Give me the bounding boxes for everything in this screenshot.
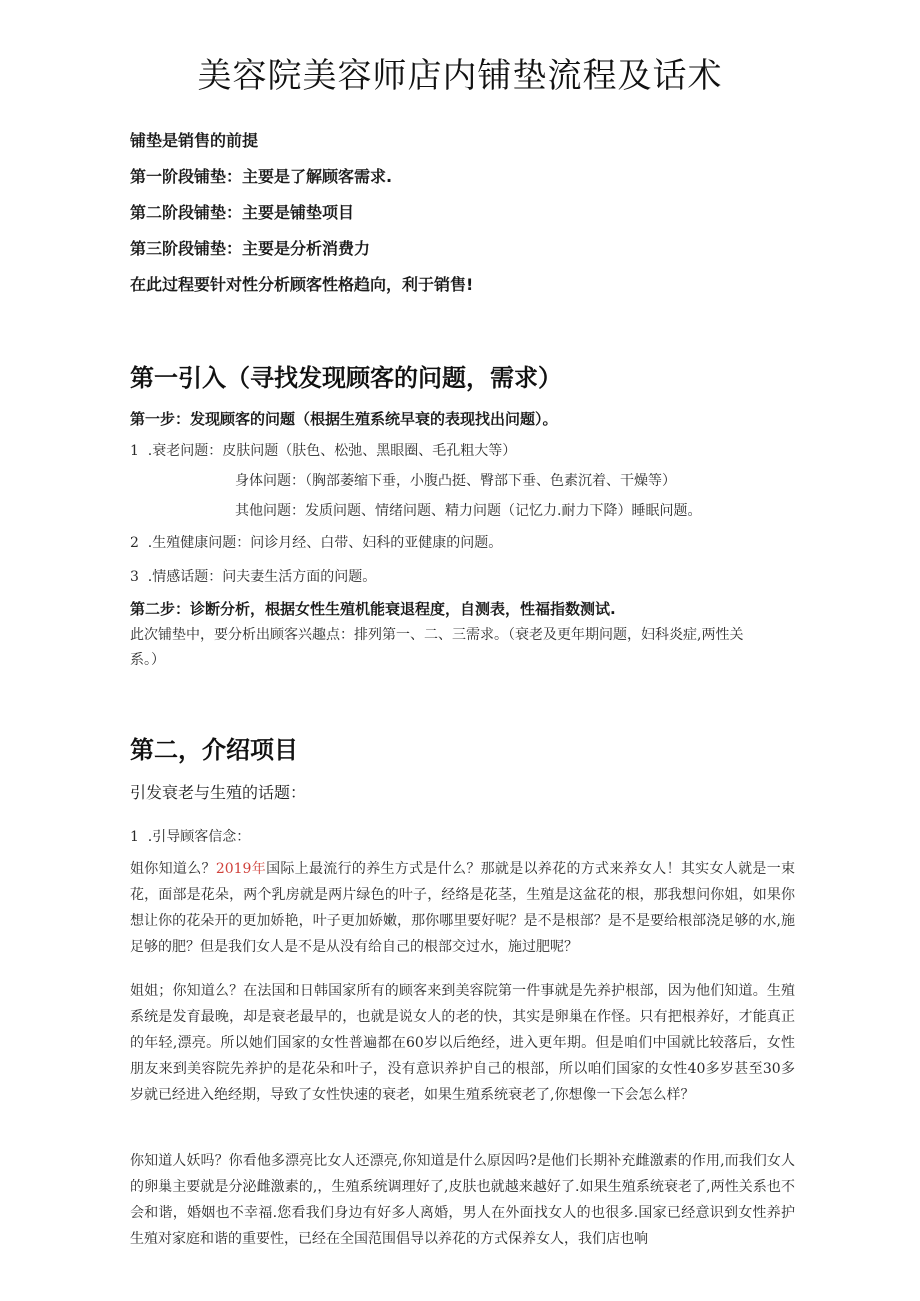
section1-step1: 第一步：发现顾客的问题（根据生殖系统早衰的表现找出问题）。 xyxy=(130,410,558,428)
highlight-year: 2019年 xyxy=(215,861,267,877)
section1-item1-sub1: 身体问题：（胸部萎缩下垂，小腹凸挺、臀部下垂、色素沉着、干燥等） xyxy=(235,473,676,489)
intro-line-3: 第二阶段铺垫：主要是铺垫项目 xyxy=(130,203,355,222)
intro-line-1: 铺垫是销售的前提 xyxy=(130,131,259,150)
section1-note-line2: 系。） xyxy=(130,652,165,668)
paragraph-2-text: 姐姐；你知道么？在法国和日韩国家所有的顾客来到美容院第一件事就是先养护根部，因为他们知道。生殖系统是发育最晚，却是衰老最早的，也就是说女人的老的快，其实是卵巢在作怪。只有把根养好，才能真正的年轻,漂亮。所以她们国家的女性普遍都在60岁以后绝经，进入更年期。但是咱们中国就比较落后，女性朋友来到美容院先养护的是花朵和叶子，没有意识养护自己的根部，所以咱们国家的女性40多岁甚至30多岁就已经进入绝经期，导致了女性快速的衰老，如果生殖系统衰老了,你想像一下会怎么样？ xyxy=(130,983,795,1103)
section1-note-line1: 此次铺垫中，要分析出顾客兴趣点：排列第一、二、三需求。（衰老及更年期问题，妇科炎症,两性关 xyxy=(130,627,744,643)
section2-item1: 1 .引导顾客信念： xyxy=(130,829,251,845)
section1-item2: 2 .生殖健康问题：问诊月经、白带、妇科的亚健康的问题。 xyxy=(130,535,503,551)
section1-item1: 1 .衰老问题：皮肤问题（肤色、松弛、黑眼圈、毛孔粗大等） xyxy=(130,443,517,459)
intro-line-5: 在此过程要针对性分析顾客性格趋向，利于销售! xyxy=(130,275,474,294)
section1-step2: 第二步：诊断分析，根据女性生殖机能衰退程度，自测表，性福指数测试. xyxy=(130,600,616,618)
section1-item1-sub2: 其他问题：发质问题、情绪问题、精力问题（记忆力.耐力下降）睡眠问题。 xyxy=(235,503,702,519)
page-title: 美容院美容师店内铺垫流程及话术 xyxy=(197,56,723,96)
section2-subheading: 引发衰老与生殖的话题： xyxy=(130,783,307,802)
paragraph-1-rest: 国际上最流行的养生方式是什么？那就是以养花的方式来养女人！其实女人就是一束花，面部是花朵，两个乳房就是两片绿色的叶子，经络是花茎，生殖是这盆花的根，那我想问你姐，如果你想让你的花朵开的更加娇艳，叶子更加娇嫩，那你哪里要好呢？是不是根部？是不是要给根部浇足够的水,施足够的肥？但是我们女人是不是从没有给自己的根部交过水，施过肥呢？ xyxy=(130,861,796,955)
paragraph-3 xyxy=(130,1148,795,1252)
intro-line-2: 第一阶段铺垫：主要是了解顾客需求. xyxy=(130,167,393,186)
paragraph-2 xyxy=(130,978,795,1108)
paragraph-3-text: 你知道人妖吗？你看他多漂亮比女人还漂亮,你知道是什么原因吗?是他们长期补充雌激素的作用,而我们女人的卵巢主要就是分泌雌激素的,，生殖系统调理好了,皮肤也就越来越好了.如果生殖系统衰老了,两性关系也不会和谐，婚姻也不幸福.您看我们身边有好多人离婚，男人在外面找女人的也很多.国家已经意识到女性养护生殖对家庭和谐的重要性，已经在全国范围倡导以养花的方式保养女人，我们店也响 xyxy=(130,1153,795,1247)
section1-item3: 3 .情感话题：问夫妻生活方面的问题。 xyxy=(130,569,377,585)
intro-line-4: 第三阶段铺垫：主要是分析消费力 xyxy=(130,239,371,258)
section2-heading: 第二，介绍项目 xyxy=(130,736,298,764)
paragraph-1 xyxy=(130,856,795,960)
paragraph-1-prefix: 姐你知道么？ xyxy=(130,861,216,877)
section1-heading: 第一引入（寻找发现顾客的问题，需求） xyxy=(130,364,562,392)
